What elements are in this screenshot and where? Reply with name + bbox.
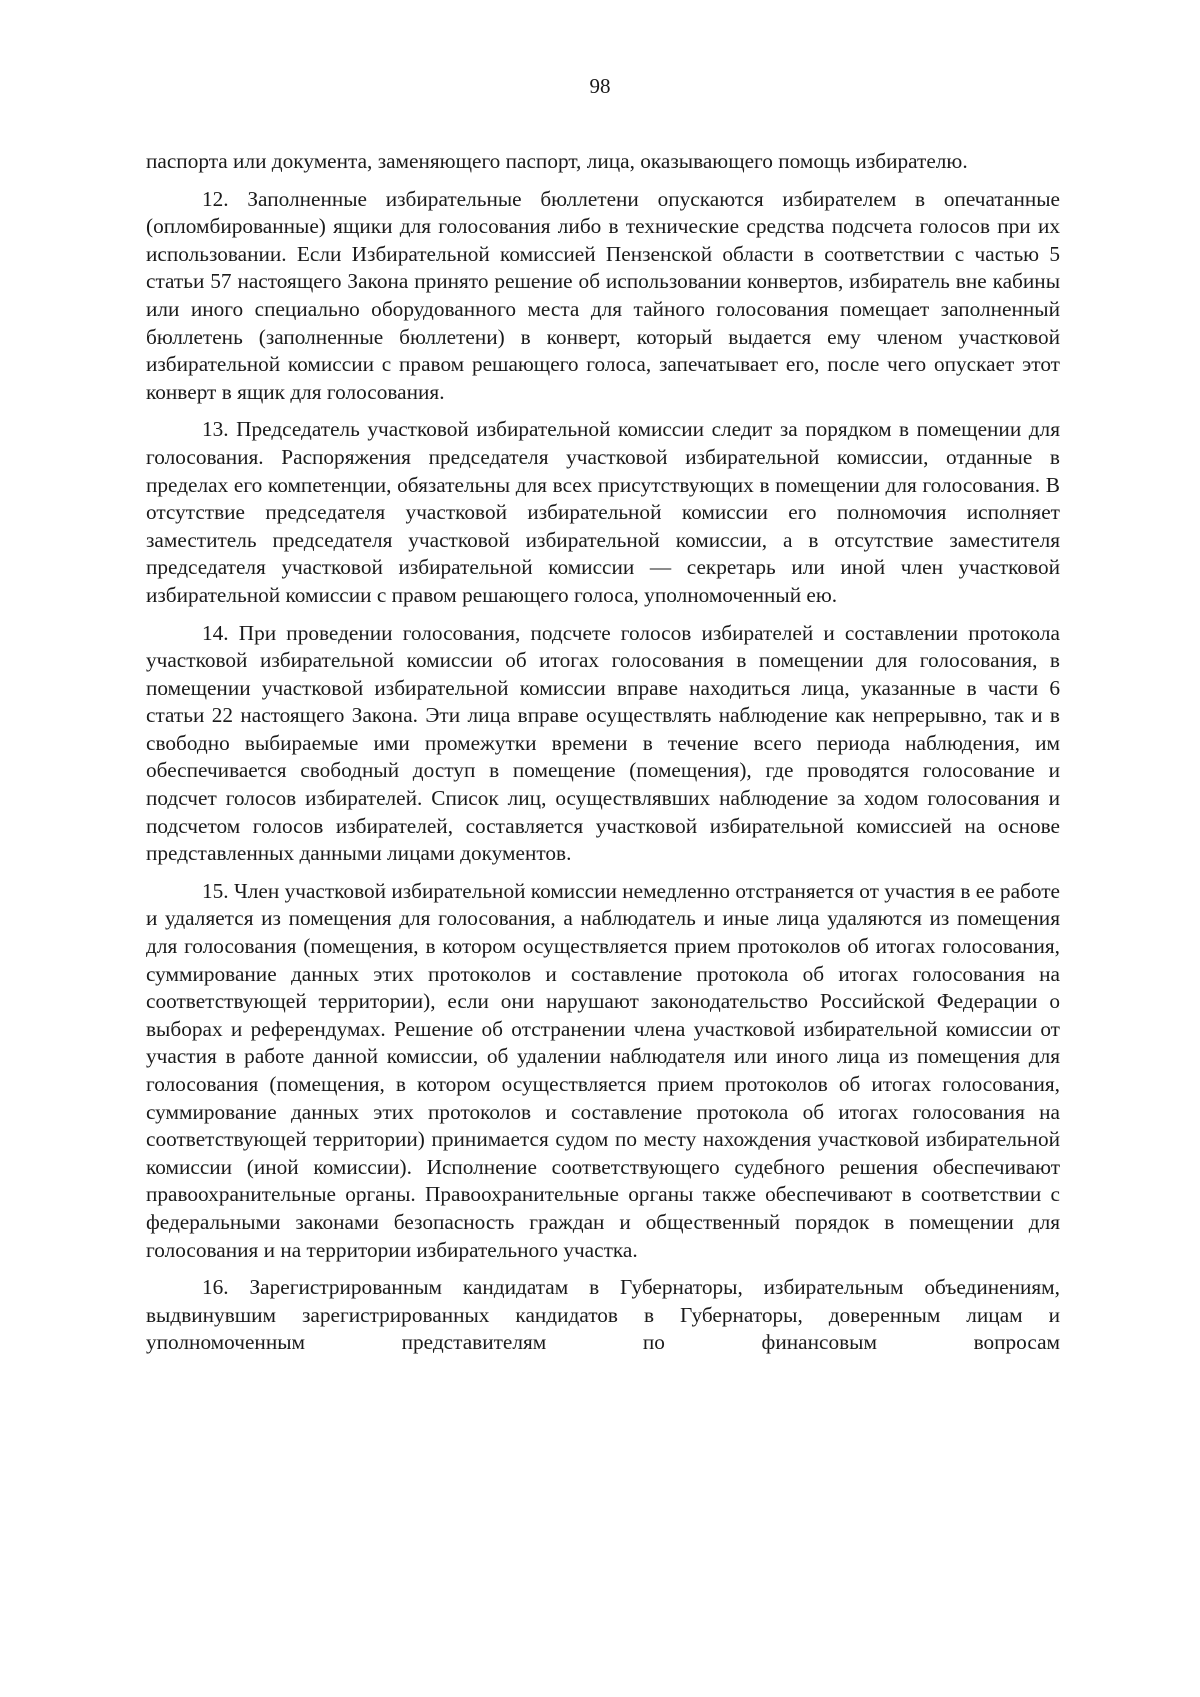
page-number: 98 [589, 74, 611, 98]
paragraph-12: 12. Заполненные избирательные бюллетени опускаются избирателем в опечатанные (опломбированные) ящики для голосования либо в технические средства подсчета голосов при их использовании. Если Избирательной комиссией Пензенской области в соответствии с частью 5 статьи 57 настоящего Закона принято решение об использовании конвертов, избиратель вне кабины или иного специально оборудованного места для тайного голосования помещает заполненный бюллетень (заполненные бюллетени) в конверт, который выдается ему членом участковой избирательной комиссии с правом решающего голоса, запечатывает его, после чего опускает этот конверт в ящик для голосования. [146, 186, 1060, 404]
paragraph-continuation: паспорта или документа, заменяющего паспорт, лица, оказывающего помощь избирателю. [146, 149, 968, 173]
document-body [146, 148, 1060, 1367]
paragraph-14: 14. При проведении голосования, подсчете голосов избирателей и составлении протокола участковой избирательной комиссии об итогах голосования в помещении для голосования, в помещении участковой избирательной комиссии вправе находиться лица, указанные в части 6 статьи 22 настоящего Закона. Эти лица вправе осуществлять наблюдение как непрерывно, так и в свободно выбираемые ими промежутки времени в течение всего периода наблюдения, им обеспечивается свободный доступ в помещение (помещения), где проводятся голосование и подсчет голосов избирателей. Список лиц, осуществлявших наблюдение за ходом голосования и подсчетом голосов избирателей, составляется участковой избирательной комиссией на основе представленных данными лицами документов. [146, 620, 1060, 866]
paragraph-15: 15. Член участковой избирательной комиссии немедленно отстраняется от участия в ее работе и удаляется из помещения для голосования, а наблюдатель и иные лица удаляются из помещения для голосования (помещения, в котором осуществляется прием протоколов об итогах голосования, суммирование данных этих протоколов и составление протокола об итогах голосования на соответствующей территории), если они нарушают законодательство Российской Федерации о выборах и референдумах. Решение об отстранении члена участковой избирательной комиссии от участия в работе данной комиссии, об удалении наблюдателя или иного лица из помещения для голосования (помещения, в котором осуществляется прием протоколов об итогах голосования, суммирование данных этих протоколов и составление протокола об итогах голосования на соответствующей территории) принимается судом по месту нахождения участковой избирательной комиссии (иной комиссии). Исполнение соответствующего судебного решения обеспечивают правоохранительные органы. Правоохранительные органы также обеспечивают в соответствии с федеральными законами безопасность граждан и общественный порядок в помещении для голосования и на территории избирательного участка. [146, 878, 1060, 1262]
paragraph-13: 13. Председатель участковой избирательной комиссии следит за порядком в помещении для голосования. Распоряжения председателя участковой избирательной комиссии, отданные в пределах его компетенции, обязательны для всех присутствующих в помещении для голосования. В отсутствие председателя участковой избирательной комиссии его полномочия исполняет заместитель председателя участковой избирательной комиссии, а в отсутствие заместителя председателя участковой избирательной комиссии — секретарь или иной член участковой избирательной комиссии с правом решающего голоса, уполномоченный ею. [146, 417, 1060, 607]
paragraph-16: 16. Зарегистрированным кандидатам в Губернаторы, избирательным объединениям, выдвинувшим зарегистрированных кандидатов в Губернаторы, доверенным лицам и уполномоченным представителям по финансовым вопросам [146, 1275, 1060, 1355]
